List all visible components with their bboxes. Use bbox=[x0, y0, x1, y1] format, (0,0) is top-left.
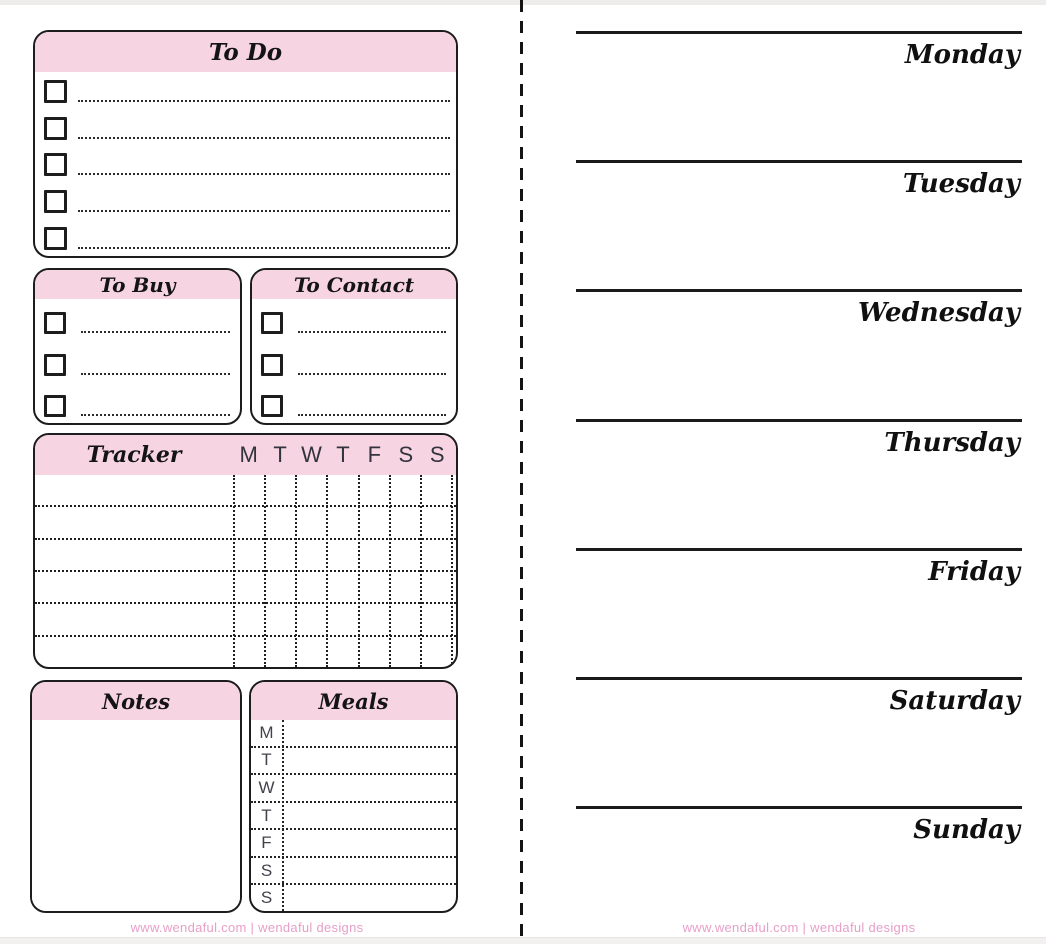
tracker-day-letter: W bbox=[301, 442, 322, 467]
left-footer-credit: www.wendaful.com | wendaful designs bbox=[130, 920, 364, 935]
tocontact-header bbox=[252, 270, 456, 299]
day-label: Sunday bbox=[913, 815, 1020, 846]
tracker-title-area bbox=[35, 435, 233, 475]
write-line bbox=[78, 247, 450, 249]
tracker-grid-columns bbox=[233, 475, 453, 667]
checkbox bbox=[261, 312, 283, 334]
day-separator-line bbox=[576, 548, 1022, 551]
notes-writing-area bbox=[32, 720, 240, 911]
notes-title: Notes bbox=[101, 688, 171, 714]
tocontact-checklist bbox=[252, 299, 456, 423]
checkbox bbox=[44, 395, 66, 417]
day-block-friday bbox=[576, 548, 1022, 587]
tracker-grid-column bbox=[420, 475, 453, 667]
tracker-header bbox=[35, 435, 456, 475]
write-line bbox=[78, 210, 450, 212]
tracker-grid-column bbox=[295, 475, 326, 667]
todo-header bbox=[35, 32, 456, 72]
day-block-sunday bbox=[576, 806, 1022, 845]
write-line bbox=[78, 173, 450, 175]
tracker-day-letter: F bbox=[367, 442, 382, 467]
tracker-grid-column bbox=[326, 475, 357, 667]
day-label: Monday bbox=[904, 40, 1020, 70]
tracker-section bbox=[33, 433, 458, 669]
write-line bbox=[81, 373, 230, 375]
tobuy-row bbox=[35, 299, 240, 340]
day-block-wednesday bbox=[576, 289, 1022, 328]
meal-day-letter: M bbox=[259, 722, 274, 742]
tobuy-row bbox=[35, 340, 240, 381]
tocontact-row bbox=[252, 382, 456, 423]
checkbox bbox=[44, 354, 66, 376]
weekly-days-page bbox=[576, 0, 1022, 944]
todo-row bbox=[35, 72, 456, 109]
day-separator-line bbox=[576, 160, 1022, 163]
meals-title: Meals bbox=[318, 688, 389, 714]
checkbox bbox=[44, 153, 67, 176]
checkbox bbox=[44, 312, 66, 334]
checkbox bbox=[44, 117, 67, 140]
tocontact-section bbox=[250, 268, 458, 425]
tracker-day-letter: M bbox=[239, 442, 258, 467]
day-label: Friday bbox=[928, 556, 1020, 587]
checkbox bbox=[44, 190, 67, 213]
meal-day-letter: S bbox=[260, 888, 273, 908]
todo-row bbox=[35, 182, 456, 219]
meals-section bbox=[249, 680, 458, 913]
meals-letter-divider-line bbox=[282, 720, 284, 911]
tracker-day-letter: T bbox=[336, 442, 350, 467]
day-separator-line bbox=[576, 419, 1022, 422]
day-separator-line bbox=[576, 31, 1022, 34]
day-block-thursday bbox=[576, 419, 1022, 458]
day-separator-line bbox=[576, 806, 1022, 809]
tracker-grid-column bbox=[233, 475, 264, 667]
checkbox bbox=[44, 80, 67, 103]
meal-day-letter: T bbox=[261, 805, 272, 825]
tracker-grid-column bbox=[264, 475, 295, 667]
meals-header bbox=[251, 682, 456, 720]
cut-line-divider bbox=[520, 0, 523, 944]
day-label: Saturday bbox=[889, 686, 1020, 716]
todo-section bbox=[33, 30, 458, 258]
tocontact-row bbox=[252, 299, 456, 340]
todo-row bbox=[35, 219, 456, 256]
notes-header bbox=[32, 682, 240, 720]
tobuy-section bbox=[33, 268, 242, 425]
todo-row bbox=[35, 109, 456, 146]
tobuy-header bbox=[35, 270, 240, 299]
write-line bbox=[78, 100, 450, 102]
meal-day-letter: S bbox=[260, 860, 273, 880]
todo-row bbox=[35, 146, 456, 183]
notes-section bbox=[30, 680, 242, 913]
tracker-title: Tracker bbox=[86, 442, 182, 468]
tracker-day-letters bbox=[233, 435, 453, 475]
tracker-day-letter: S bbox=[398, 442, 414, 467]
checkbox bbox=[261, 395, 283, 417]
tocontact-row bbox=[252, 340, 456, 381]
day-separator-line bbox=[576, 677, 1022, 680]
write-line bbox=[298, 373, 446, 375]
tracker-day-letter: T bbox=[273, 442, 287, 467]
tracker-grid-column bbox=[358, 475, 389, 667]
write-line bbox=[81, 414, 230, 416]
right-footer-credit: www.wendaful.com | wendaful designs bbox=[682, 920, 916, 935]
meal-day-letter: T bbox=[261, 750, 272, 770]
tocontact-title: To Contact bbox=[293, 272, 415, 297]
tracker-day-letter: S bbox=[429, 442, 445, 467]
checkbox bbox=[261, 354, 283, 376]
day-block-monday bbox=[576, 31, 1022, 70]
day-separator-line bbox=[576, 289, 1022, 292]
write-line bbox=[298, 331, 446, 333]
day-block-saturday bbox=[576, 677, 1022, 716]
checkbox bbox=[44, 227, 67, 250]
meal-day-letter: W bbox=[258, 777, 275, 797]
tobuy-title: To Buy bbox=[99, 272, 176, 297]
day-block-tuesday bbox=[576, 160, 1022, 199]
day-label: Thursday bbox=[884, 427, 1020, 458]
tracker-grid-column bbox=[389, 475, 420, 667]
meal-day-letter: F bbox=[261, 833, 272, 853]
tobuy-row bbox=[35, 382, 240, 423]
write-line bbox=[298, 414, 446, 416]
write-line bbox=[81, 331, 230, 333]
day-label: Tuesday bbox=[902, 169, 1020, 200]
write-line bbox=[78, 137, 450, 139]
todo-checklist bbox=[35, 72, 456, 256]
day-label: Wednesday bbox=[857, 298, 1020, 329]
todo-title: To Do bbox=[208, 38, 283, 66]
tobuy-checklist bbox=[35, 299, 240, 423]
